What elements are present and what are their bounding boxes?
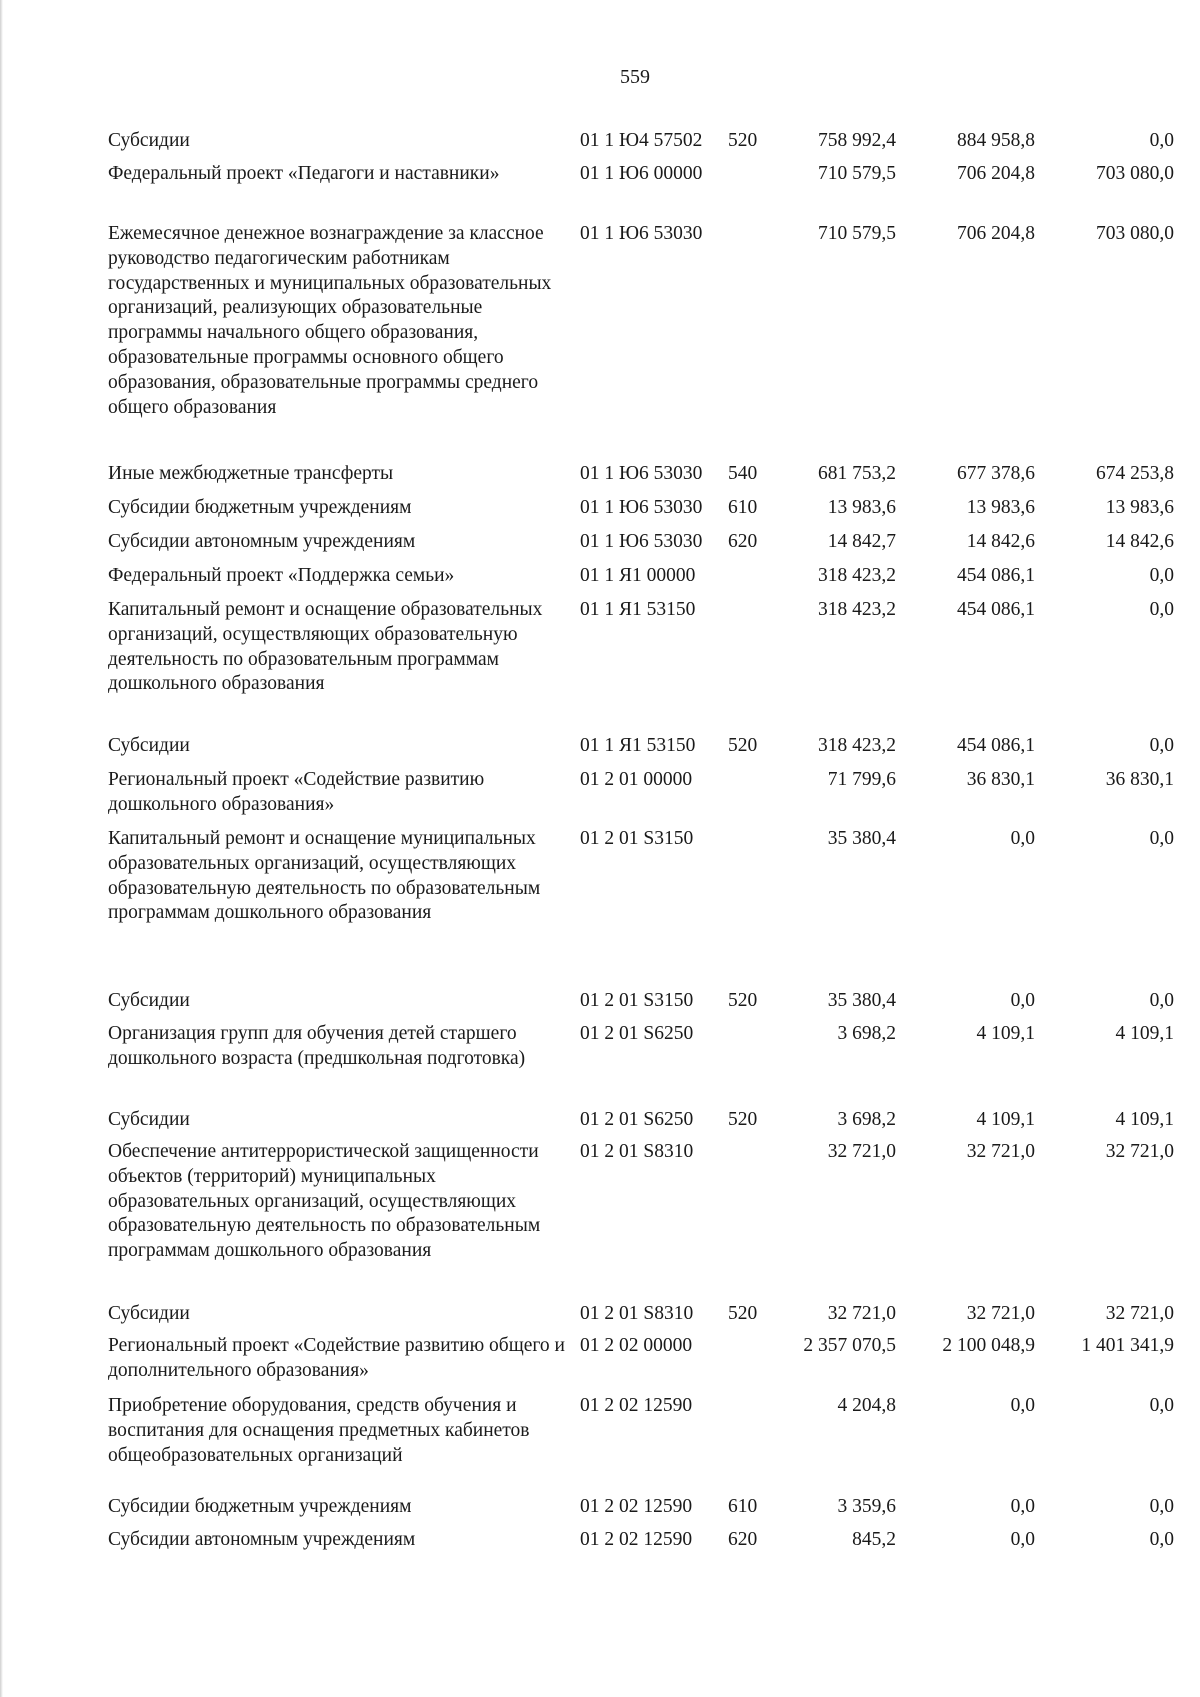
row-value-1: 2 357 070,5 <box>803 1335 896 1356</box>
row-code: 01 1 Я1 00000 <box>580 565 696 586</box>
scan-edge-shadow <box>0 0 3 1697</box>
row-value-1: 32 721,0 <box>827 1141 896 1162</box>
row-name: Капитальный ремонт и оснащение образовательных организаций, осуществляющих образовательную деятельность по образовательным программам дошкольного образования <box>108 599 543 695</box>
row-expense-type: 520 <box>728 990 758 1011</box>
row-name: Региональный проект «Содействие развитию дошкольного образования» <box>108 769 485 815</box>
row-code: 01 2 02 12590 <box>580 1496 693 1517</box>
row-value-1: 318 423,2 <box>818 735 896 756</box>
row-code: 01 1 Я1 53150 <box>580 599 696 620</box>
row-name: Федеральный проект «Педагоги и наставники» <box>108 163 500 184</box>
row-name: Субсидии бюджетным учреждениям <box>108 497 412 518</box>
row-value-1: 3 698,2 <box>837 1109 896 1130</box>
row-code: 01 2 01 S8310 <box>580 1303 694 1324</box>
row-code: 01 2 02 12590 <box>580 1395 693 1416</box>
row-code: 01 1 Ю6 53030 <box>580 223 703 244</box>
row-value-2: 13 983,6 <box>966 497 1035 518</box>
row-code: 01 1 Я1 53150 <box>580 735 696 756</box>
row-value-3: 0,0 <box>1149 990 1174 1011</box>
row-value-1: 71 799,6 <box>827 769 896 790</box>
row-value-3: 0,0 <box>1149 1395 1174 1416</box>
row-value-2: 2 100 048,9 <box>942 1335 1035 1356</box>
row-value-2: 454 086,1 <box>957 599 1035 620</box>
row-code: 01 1 Ю4 57502 <box>580 130 703 151</box>
row-value-1: 35 380,4 <box>827 990 896 1011</box>
row-value-1: 758 992,4 <box>818 130 896 151</box>
row-name: Федеральный проект «Поддержка семьи» <box>108 565 455 586</box>
row-code: 01 2 02 12590 <box>580 1529 693 1550</box>
row-name: Субсидии <box>108 735 190 756</box>
row-value-3: 13 983,6 <box>1105 497 1174 518</box>
row-value-2: 706 204,8 <box>957 223 1035 244</box>
row-expense-type: 520 <box>728 1303 758 1324</box>
row-expense-type: 520 <box>728 130 758 151</box>
row-value-2: 4 109,1 <box>976 1109 1035 1130</box>
row-value-2: 14 842,6 <box>966 531 1035 552</box>
row-value-2: 454 086,1 <box>957 735 1035 756</box>
row-name: Субсидии <box>108 990 190 1011</box>
row-value-1: 3 359,6 <box>837 1496 896 1517</box>
row-value-3: 0,0 <box>1149 565 1174 586</box>
row-value-2: 36 830,1 <box>966 769 1035 790</box>
row-name: Субсидии автономным учреждениям <box>108 531 416 552</box>
row-expense-type: 520 <box>728 735 758 756</box>
row-value-1: 710 579,5 <box>818 163 896 184</box>
row-value-1: 3 698,2 <box>837 1023 896 1044</box>
row-value-1: 710 579,5 <box>818 223 896 244</box>
row-code: 01 1 Ю6 53030 <box>580 497 703 518</box>
row-value-3: 32 721,0 <box>1105 1141 1174 1162</box>
row-value-2: 706 204,8 <box>957 163 1035 184</box>
row-code: 01 2 01 S3150 <box>580 990 694 1011</box>
row-value-2: 884 958,8 <box>957 130 1035 151</box>
row-code: 01 2 01 S8310 <box>580 1141 694 1162</box>
row-name: Субсидии <box>108 130 190 151</box>
row-value-2: 677 378,6 <box>957 463 1035 484</box>
row-code: 01 2 01 00000 <box>580 769 693 790</box>
row-name: Организация групп для обучения детей старшего дошкольного возраста (предшкольная подготовка) <box>108 1023 526 1069</box>
row-name: Капитальный ремонт и оснащение муниципальных образовательных организаций, осуществляющих образовательную деятельность по образовательным программам дошкольного образования <box>108 828 541 924</box>
row-name: Иные межбюджетные трансферты <box>108 463 394 484</box>
row-name: Субсидии бюджетным учреждениям <box>108 1496 412 1517</box>
row-value-2: 0,0 <box>1010 1395 1035 1416</box>
row-value-3: 14 842,6 <box>1105 531 1174 552</box>
row-value-3: 703 080,0 <box>1096 163 1174 184</box>
row-expense-type: 620 <box>728 1529 758 1550</box>
row-value-3: 0,0 <box>1149 130 1174 151</box>
row-code: 01 2 01 S6250 <box>580 1023 694 1044</box>
row-value-2: 0,0 <box>1010 1496 1035 1517</box>
row-value-1: 4 204,8 <box>837 1395 896 1416</box>
row-value-2: 0,0 <box>1010 828 1035 849</box>
row-name: Региональный проект «Содействие развитию общего и дополнительного образования» <box>108 1335 565 1381</box>
row-value-1: 35 380,4 <box>827 828 896 849</box>
row-code: 01 1 Ю6 53030 <box>580 531 703 552</box>
row-code: 01 1 Ю6 00000 <box>580 163 703 184</box>
row-value-2: 32 721,0 <box>966 1141 1035 1162</box>
row-expense-type: 610 <box>728 1496 758 1517</box>
row-value-3: 0,0 <box>1149 599 1174 620</box>
row-value-1: 318 423,2 <box>818 599 896 620</box>
row-value-2: 4 109,1 <box>976 1023 1035 1044</box>
row-value-3: 32 721,0 <box>1105 1303 1174 1324</box>
row-code: 01 2 01 S3150 <box>580 828 694 849</box>
row-value-3: 0,0 <box>1149 735 1174 756</box>
row-value-1: 32 721,0 <box>827 1303 896 1324</box>
row-value-2: 454 086,1 <box>957 565 1035 586</box>
page-number: 559 <box>620 66 650 88</box>
row-name: Обеспечение антитеррористической защищенности объектов (территорий) муниципальных образовательных организаций, осуществляющих образовательную деятельность по образовательным программам дошкольного образования <box>108 1141 541 1262</box>
row-name: Субсидии автономным учреждениям <box>108 1529 416 1550</box>
row-value-3: 4 109,1 <box>1115 1023 1174 1044</box>
row-value-1: 14 842,7 <box>827 531 896 552</box>
row-code: 01 1 Ю6 53030 <box>580 463 703 484</box>
row-value-1: 845,2 <box>852 1529 896 1550</box>
row-value-2: 32 721,0 <box>966 1303 1035 1324</box>
row-value-3: 0,0 <box>1149 828 1174 849</box>
row-value-1: 13 983,6 <box>827 497 896 518</box>
row-value-1: 318 423,2 <box>818 565 896 586</box>
row-value-3: 4 109,1 <box>1115 1109 1174 1130</box>
row-expense-type: 620 <box>728 531 758 552</box>
row-value-3: 1 401 341,9 <box>1081 1335 1174 1356</box>
row-value-2: 0,0 <box>1010 1529 1035 1550</box>
row-value-3: 36 830,1 <box>1105 769 1174 790</box>
row-value-3: 0,0 <box>1149 1529 1174 1550</box>
row-name: Субсидии <box>108 1109 190 1130</box>
row-expense-type: 540 <box>728 463 758 484</box>
row-value-2: 0,0 <box>1010 990 1035 1011</box>
row-code: 01 2 02 00000 <box>580 1335 693 1356</box>
row-value-3: 674 253,8 <box>1096 463 1174 484</box>
row-value-3: 0,0 <box>1149 1496 1174 1517</box>
row-code: 01 2 01 S6250 <box>580 1109 694 1130</box>
row-name: Субсидии <box>108 1303 190 1324</box>
row-expense-type: 520 <box>728 1109 758 1130</box>
row-value-3: 703 080,0 <box>1096 223 1174 244</box>
row-value-1: 681 753,2 <box>818 463 896 484</box>
row-name: Приобретение оборудования, средств обучения и воспитания для оснащения предметных кабинетов общеобразовательных организаций <box>108 1395 530 1466</box>
row-name: Ежемесячное денежное вознаграждение за классное руководство педагогическим работникам государственных и муниципальных образовательных организаций, реализующих образовательные программы начального общего образования, образовательные программы основного общего образования, образовательные программы среднего общего образования <box>108 223 552 418</box>
row-expense-type: 610 <box>728 497 758 518</box>
